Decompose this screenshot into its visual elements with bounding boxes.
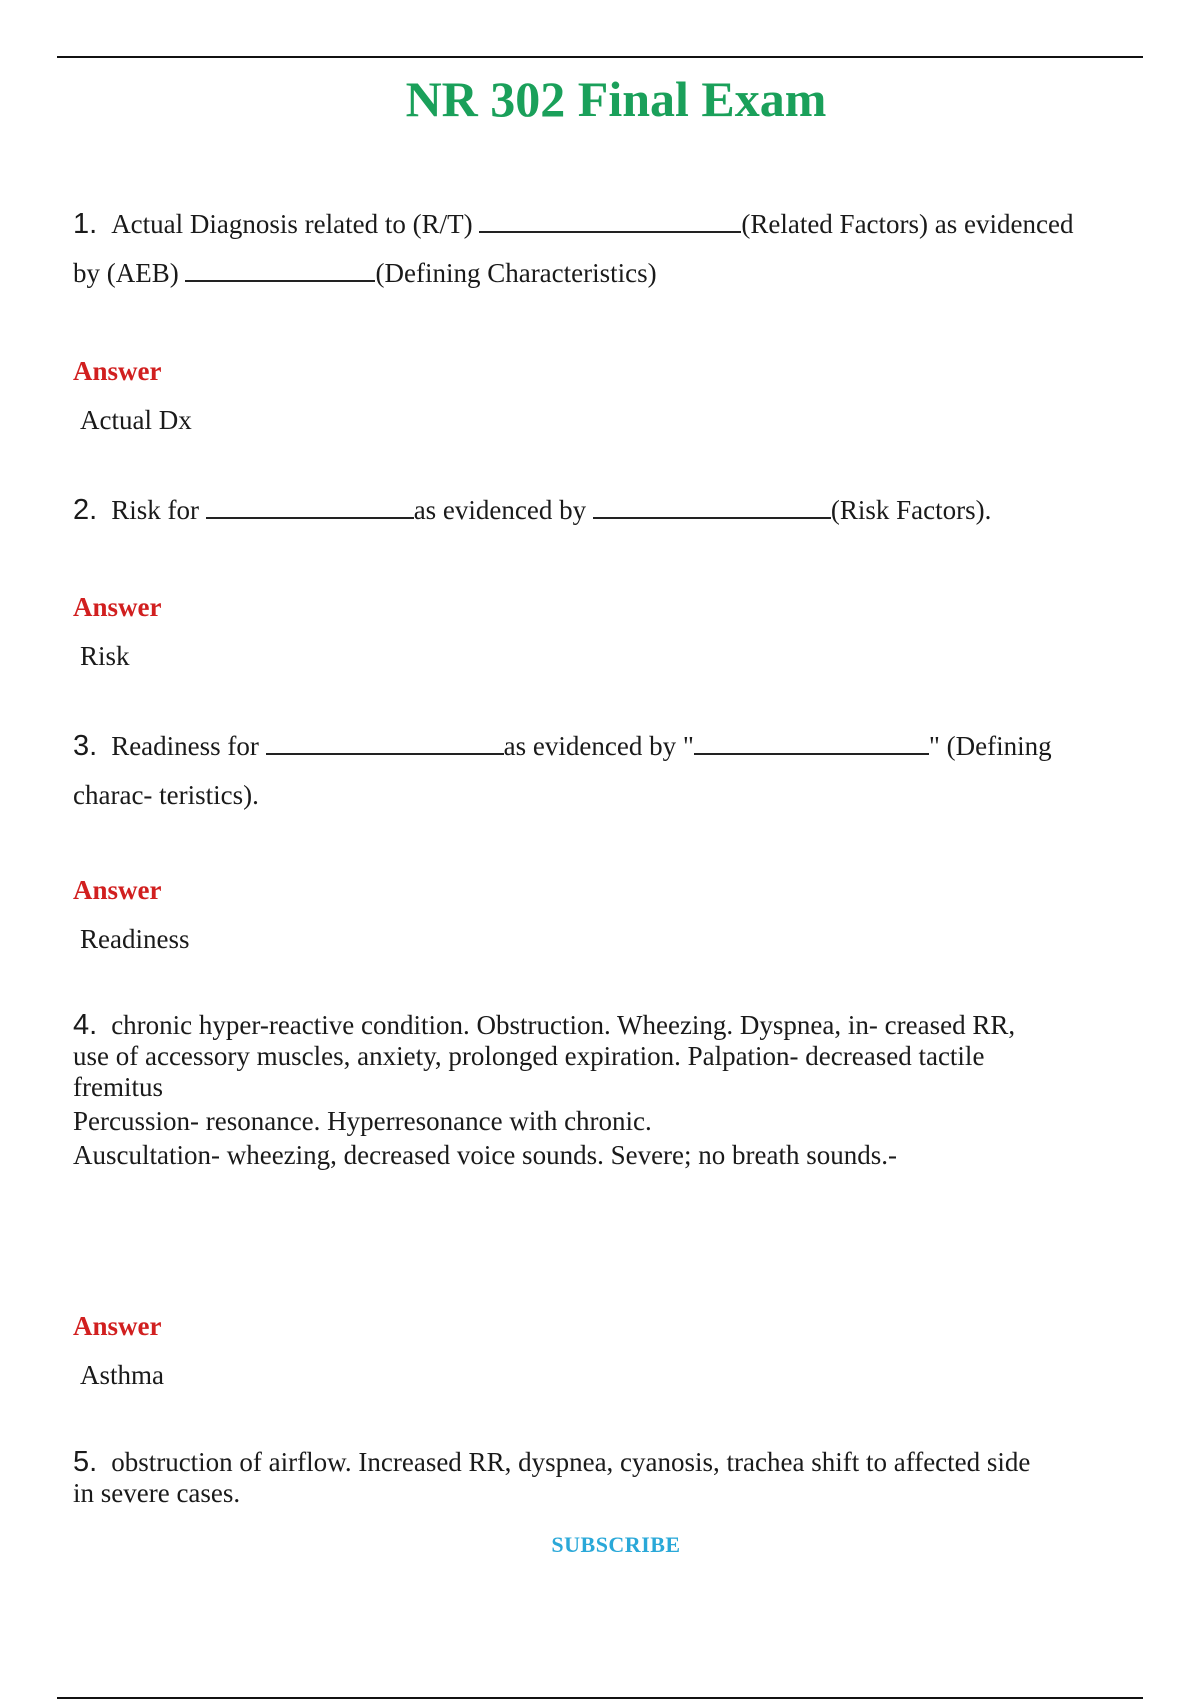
top-rule (57, 56, 1143, 58)
question-text: charac- teristics). (73, 780, 259, 810)
answer-label: Answer (73, 592, 162, 622)
question-number: 5. (73, 1446, 98, 1478)
question-text: use of accessory muscles, anxiety, prolonged expiration. Palpation- decreased tactile (73, 1041, 985, 1071)
bottom-rule (57, 1697, 1143, 1699)
subscribe-link[interactable]: SUBSCRIBE (551, 1532, 681, 1557)
question-number: 3. (73, 730, 98, 762)
question-text: Actual Diagnosis related to (R/T) (111, 209, 473, 239)
fill-in-blank (694, 729, 929, 755)
question-number: 2. (73, 494, 98, 526)
answer-text: Readiness (80, 924, 190, 954)
question-text: Readiness for (111, 731, 259, 761)
question-4 (73, 1010, 1073, 1171)
fill-in-blank (593, 493, 831, 519)
question-number: 4. (73, 1009, 98, 1041)
question-text: (Related Factors) as evidenced (741, 209, 1074, 239)
question-text: as evidenced by " (503, 731, 694, 761)
question-text: Risk for (111, 495, 199, 525)
question-number: 1. (73, 208, 98, 240)
answer-label: Answer (73, 356, 162, 386)
question-text: (Risk Factors). (830, 495, 992, 525)
question-text: as evidenced by (413, 495, 587, 525)
question-text: chronic hyper-reactive condition. Obstruction. Wheezing. Dyspnea, in- creased RR, (111, 1010, 1016, 1040)
page-title: NR 302 Final Exam (405, 71, 827, 127)
fill-in-blank (479, 207, 741, 233)
fill-in-blank (206, 493, 414, 519)
answer-text: Asthma (80, 1360, 164, 1390)
question-text: " (Defining (928, 731, 1052, 761)
question-text: obstruction of airflow. Increased RR, dyspnea, cyanosis, trachea shift to affected side (111, 1447, 1031, 1477)
question-2 (73, 486, 991, 535)
answer-label: Answer (73, 875, 162, 905)
question-text: by (AEB) (73, 258, 179, 288)
question-1 (73, 200, 1073, 298)
answer-text: Risk (80, 641, 130, 671)
question-text: Percussion- resonance. Hyperresonance with chronic. (73, 1106, 652, 1136)
question-5 (73, 1447, 1083, 1509)
question-text: Auscultation- wheezing, decreased voice sounds. Severe; no breath sounds.- (73, 1140, 898, 1170)
question-text: in severe cases. (73, 1478, 241, 1508)
answer-text: Actual Dx (80, 405, 192, 435)
question-3 (73, 722, 1052, 820)
answer-label: Answer (73, 1311, 162, 1341)
question-text: fremitus (73, 1072, 163, 1102)
fill-in-blank (185, 256, 375, 282)
question-text: (Defining Characteristics) (375, 258, 657, 288)
fill-in-blank (266, 729, 504, 755)
